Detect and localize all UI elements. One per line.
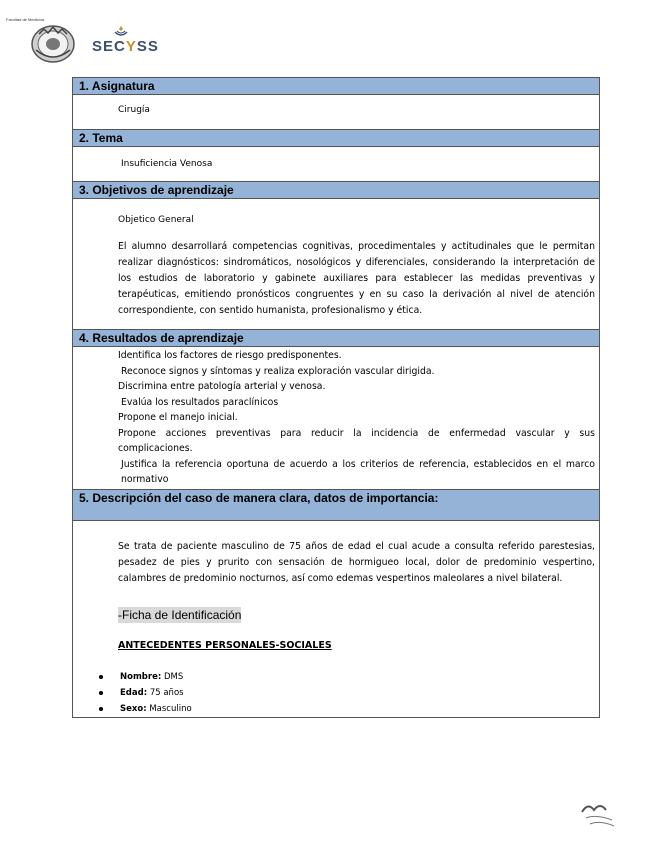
- tema-value: Insuficiencia Venosa: [121, 159, 213, 169]
- resultado-item: Reconoce signos y síntomas y realiza exploración vascular dirigida.: [121, 365, 435, 377]
- course-document: [72, 77, 600, 718]
- secyss-emblem-icon: [113, 26, 129, 38]
- section-header-tema: 2. Tema: [73, 129, 599, 147]
- resultado-item: Propone el manejo inicial.: [118, 412, 238, 423]
- objetivo-general-text: El alumno desarrollará competencias cognitivas, procedimentales y actitudinales que le permitan realizar diagnósticos: sindromáticos, nosológicos y diferenciales, considerando la interpretación de los estudios de laboratorio y gabinete auxiliares para establecer las medidas preventivas y terapéuticas, emitiendo pronósticos congruentes y en su caso la derivación al nivel de atención correspondiente, con sentido humanista, profesionalismo y ética.: [118, 241, 595, 316]
- resultado-item: Propone acciones preventivas para reducir la incidencia de enfermedad vascular y sus complicaciones.: [118, 427, 595, 454]
- list-item: Edad: 75 años: [118, 685, 595, 701]
- section-body-descripcion: [73, 521, 599, 717]
- footer-university-logo: [578, 800, 618, 830]
- section-body-asignatura: [73, 95, 599, 129]
- section-body-resultados: [73, 347, 599, 489]
- list-item: Nombre: DMS: [118, 669, 595, 685]
- resultado-item: Identifica los factores de riesgo predisponentes.: [118, 350, 342, 361]
- objetivo-general-title: Objetico General: [118, 215, 194, 225]
- section-header-asignatura: 1. Asignatura: [73, 78, 599, 95]
- datos-personales-list: [118, 669, 595, 717]
- asignatura-value: Cirugía: [118, 105, 150, 115]
- section-header-resultados: 4. Resultados de aprendizaje: [73, 329, 599, 347]
- caso-descripcion-text: Se trata de paciente masculino de 75 años de edad el cual acude a consulta referido parestesias, pesadez de pies y prurito con sensación de hormigueo local, dolor de predominio vespertino, calambres de predominio nocturnos, así como edemas vespertinos maleolares a nivel bilateral.: [118, 540, 595, 584]
- secyss-logo: SECYSS: [92, 38, 159, 55]
- faculty-label: Facultad de Medicina: [6, 17, 45, 22]
- section-body-objetivos: [73, 199, 599, 329]
- section-header-objetivos: 3. Objetivos de aprendizaje: [73, 181, 599, 199]
- list-item: Sexo: Masculino: [118, 701, 595, 717]
- ficha-identificacion-label: -Ficha de Identificación: [118, 607, 242, 622]
- antecedentes-heading: ANTECEDENTES PERSONALES-SOCIALES: [118, 639, 332, 651]
- section-body-tema: [73, 147, 599, 181]
- resultado-item: Justifica la referencia oportuna de acuerdo a los criterios de referencia, establecidos en el marco normativo: [121, 458, 595, 485]
- resultado-item: Discrimina entre patología arterial y venosa.: [118, 381, 326, 392]
- faculty-seal-logo: [30, 24, 76, 64]
- section-header-descripcion: 5. Descripción del caso de manera clara, datos de importancia:: [73, 489, 599, 521]
- resultado-item: Evalúa los resultados paraclínicos: [121, 396, 279, 408]
- page-header: [0, 0, 655, 70]
